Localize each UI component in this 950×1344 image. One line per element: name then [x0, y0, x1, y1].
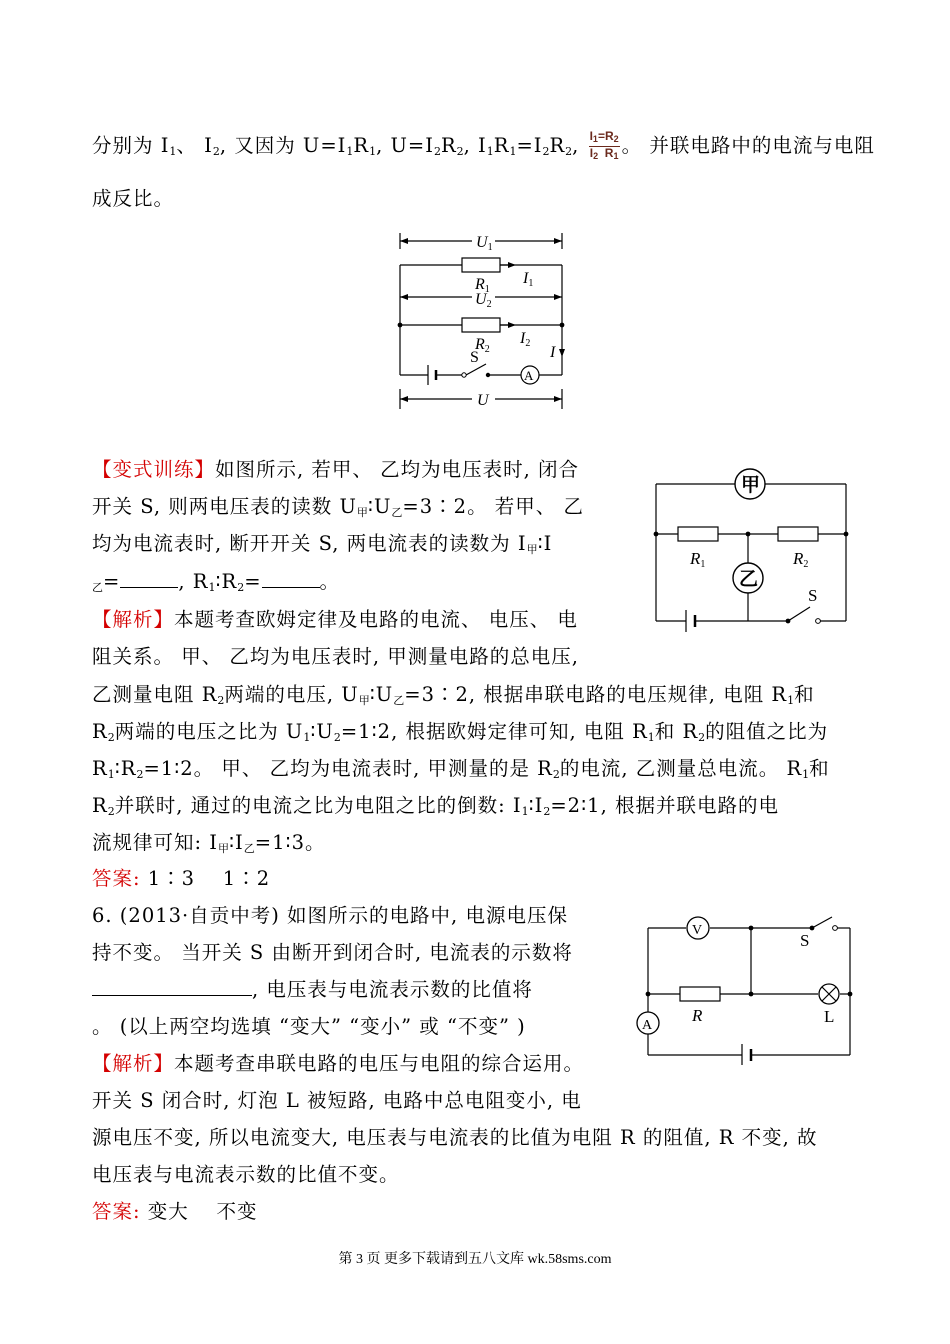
label-R1: R1 — [475, 276, 490, 295]
label-R1: R1 — [690, 549, 706, 570]
variant-line-4: $_乙$= , $R_1∶R_2=$ 。 — [92, 570, 341, 594]
analysis1-line-7: 流规律可知: $I_甲∶I_乙=1∶3$。 — [92, 831, 326, 855]
analysis2-line-4: 电压表与电流表示数的比值不变。 — [92, 1163, 400, 1186]
label-I2: I2 — [520, 330, 531, 349]
variant-line-2: 开关 S, 则两电压表的读数 $U_甲∶U_乙=3∶2$。 若甲、 乙 — [92, 495, 584, 519]
analysis2-line-3: 源电压不变, 所以电流变大, 电压表与电流表的比值为电阻 R 的阻值, R 不变, 故 — [92, 1126, 818, 1149]
label-R2: R2 — [475, 336, 490, 355]
label-S: S — [470, 349, 479, 366]
q6-line-3: , 电压表与电流表示数的比值将 — [92, 974, 533, 1002]
intro-line-1: 分别为 $I_1$、 $I_2$, 又因为 $U=I_1R_1$, $U=I_2R_2$, $I_1R_1=I_2R_2$, $\frac{I_1=R_2}{I_2 R_1}$ 。 并联电路中的电流与电阻 — [92, 129, 875, 161]
meter-yi-icon: 乙 — [739, 569, 759, 590]
label-R: R — [692, 1006, 703, 1025]
q6-line-2: 持不变。 当开关 S 由断开到闭合时, 电流表的示数将 — [92, 941, 573, 964]
analysis2-line-2: 开关 S 闭合时, 灯泡 L 被短路, 电路中总电阻变小, 电 — [92, 1089, 582, 1112]
label-U1: U1 — [476, 234, 493, 253]
analysis1-line-4: $R_2$两端的电压之比为 $U_1∶U_2=1∶2$, 根据欧姆定律可知, 电阻 $R_1$和 $R_2$的阻值之比为 — [92, 720, 829, 744]
label-U2: U2 — [475, 291, 492, 310]
label-S: S — [800, 931, 810, 950]
meter-circuit-diagram — [648, 466, 853, 636]
intro-line-2: 成反比。 — [92, 187, 175, 210]
analysis1-line-2: 阻关系。 甲、 乙均为电压表时, 甲测量电路的总电压, — [92, 645, 579, 668]
answer-blank-2[interactable] — [262, 569, 320, 588]
variant-line-3: 均为电流表时, 断开开关 S, 两电流表的读数为 $I_甲∶I$ — [92, 532, 553, 556]
ratio-fraction: $\frac{I_1=R_2}{I_2 R_1}$ — [589, 129, 619, 161]
analysis1-line-3: 乙测量电阻 $R_2$两端的电压, $U_甲∶U_乙=3∶2$, 根据串联电路的电压规律, 电阻 $R_1$和 — [92, 683, 815, 707]
label-U: U — [477, 392, 489, 409]
lamp-circuit-diagram — [630, 910, 860, 1065]
label-I1: I1 — [523, 270, 534, 289]
answer-blank-1[interactable] — [120, 569, 178, 588]
answer1: 答案: 1∶3 1∶2 — [92, 867, 271, 890]
analysis1-line-6: $R_2$并联时, 通过的电流之比为电阻之比的倒数: $I_1∶I_2=2∶1$, 根据并联电路的电 — [92, 794, 779, 818]
label-R2: R2 — [793, 549, 809, 570]
q6-line-1: 6. (2013·自贡中考) 如图所示的电路中, 电源电压保 — [92, 904, 568, 927]
ammeter-icon: A — [524, 368, 534, 383]
page-footer: 第 3 页 更多下载请到五八文库 wk.58sms.com — [338, 1252, 612, 1267]
answer-blank-3[interactable] — [92, 977, 252, 996]
q6-line-4: 。 (以上两空均选填 “变大” “变小” 或 “不变” ) — [92, 1015, 526, 1038]
label-S: S — [808, 586, 818, 605]
answer2: 答案: 变大 不变 — [92, 1200, 258, 1223]
label-I: I — [550, 344, 556, 361]
ammeter-icon: A — [642, 1018, 653, 1033]
voltmeter-icon: V — [692, 923, 703, 938]
parallel-circuit-diagram — [390, 225, 575, 415]
meter-jia-icon: 甲 — [741, 475, 761, 496]
analysis2-line-1: 【解析】本题考查串联电路的电压与电阻的综合运用。 — [92, 1052, 585, 1075]
analysis1-line-1: 【解析】本题考查欧姆定律及电路的电流、 电压、 电 — [92, 608, 578, 631]
label-L: L — [824, 1007, 835, 1026]
variant-line-1: 【变式训练】如图所示, 若甲、 乙均为电压表时, 闭合 — [92, 458, 580, 481]
analysis1-line-5: $R_1∶R_2=1∶2$。 甲、 乙均为电流表时, 甲测量的是 $R_2$的电流, 乙测量总电流。 $R_1$和 — [92, 757, 830, 781]
